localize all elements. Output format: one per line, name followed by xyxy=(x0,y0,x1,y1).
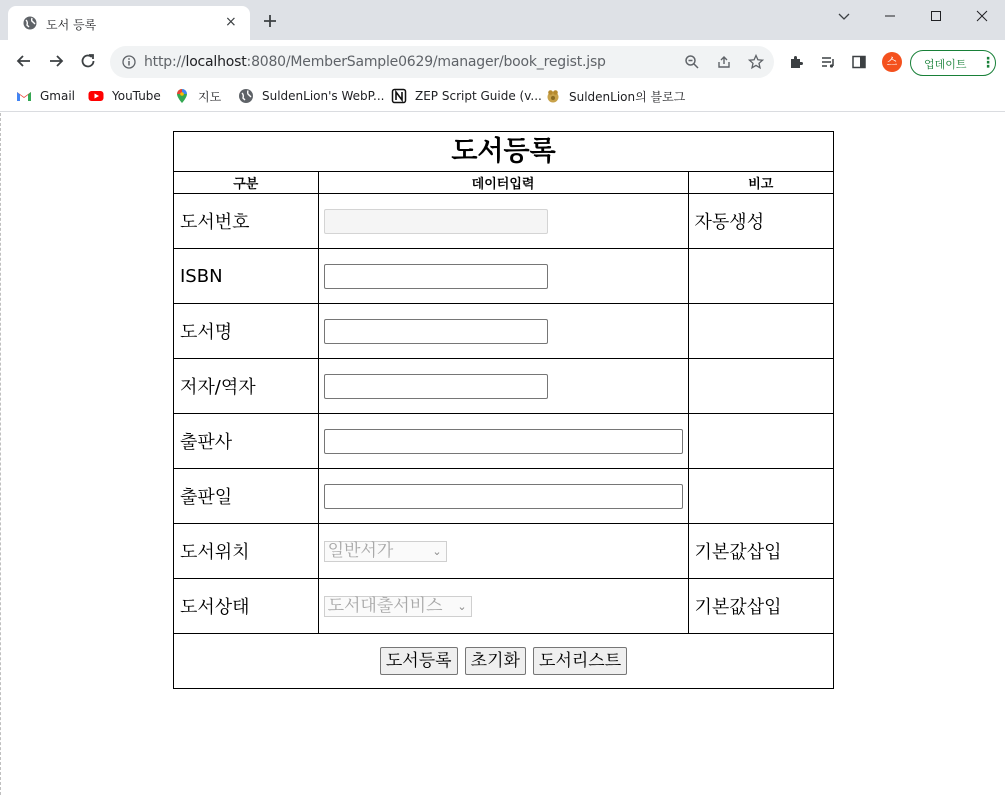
maps-icon xyxy=(174,88,190,104)
author-input[interactable] xyxy=(324,374,548,399)
notion-icon xyxy=(391,88,407,104)
author-label: 저자/역자 xyxy=(174,359,319,414)
book-list-button[interactable]: 도서리스트 xyxy=(533,647,627,675)
book-number-input xyxy=(324,209,548,234)
book-status-select[interactable] xyxy=(324,596,472,617)
close-window-icon[interactable] xyxy=(974,8,990,24)
tab-search-chevron-icon[interactable] xyxy=(836,8,852,24)
zoom-icon[interactable] xyxy=(684,54,700,70)
book-number-cell xyxy=(318,194,688,249)
row-actions xyxy=(174,634,834,689)
bookmark-maps[interactable] xyxy=(174,86,221,106)
book-registration-table xyxy=(173,131,834,689)
isbn-cell xyxy=(318,249,688,304)
extensions-icon[interactable] xyxy=(788,54,804,70)
url-prefix: http:// xyxy=(144,54,186,70)
share-icon[interactable] xyxy=(716,54,732,70)
book-status-selected: 도서대출서비스 xyxy=(327,596,443,616)
bookmark-label: 지도 xyxy=(198,89,222,104)
book-location-selected: 일반서가 xyxy=(327,541,394,561)
gmail-icon xyxy=(16,88,32,104)
minimize-icon[interactable] xyxy=(882,8,898,24)
chevron-down-icon: ⌄ xyxy=(457,600,467,613)
bookmark-suldenlion-blog[interactable] xyxy=(545,86,685,106)
media-queue-icon[interactable] xyxy=(820,54,836,70)
more-menu-icon[interactable]: ⋮ xyxy=(981,55,995,71)
header-data-input: 데이터입력 xyxy=(318,172,688,194)
publisher-note xyxy=(688,414,833,469)
back-icon[interactable] xyxy=(15,52,33,70)
address-bar[interactable] xyxy=(110,46,774,78)
book-location-cell xyxy=(318,524,688,579)
row-book-title xyxy=(174,304,834,359)
book-status-note: 기본값삽입 xyxy=(688,579,833,634)
isbn-label: ISBN xyxy=(174,249,319,304)
publish-date-input[interactable] xyxy=(324,484,683,509)
bookmark-youtube[interactable] xyxy=(88,86,161,106)
chevron-down-icon: ⌄ xyxy=(432,545,442,558)
page-content xyxy=(0,113,1005,795)
isbn-input[interactable] xyxy=(324,264,548,289)
update-button[interactable] xyxy=(910,50,996,76)
new-tab-icon[interactable] xyxy=(262,13,278,29)
tab-close-icon[interactable]: × xyxy=(225,14,237,30)
register-book-button[interactable]: 도서등록 xyxy=(380,647,458,675)
side-panel-icon[interactable] xyxy=(851,54,867,70)
publish-date-note xyxy=(688,469,833,524)
globe-icon xyxy=(23,16,37,30)
tab-title: 도서 등록 xyxy=(46,18,97,32)
row-book-location xyxy=(174,524,834,579)
bookmark-label: SuldenLion's WebP... xyxy=(262,89,385,103)
youtube-icon xyxy=(88,88,104,104)
actions-cell xyxy=(174,634,834,689)
author-note xyxy=(688,359,833,414)
row-book-number xyxy=(174,194,834,249)
row-author xyxy=(174,359,834,414)
profile-avatar[interactable]: 스 xyxy=(882,52,902,72)
form-title: 도서등록 xyxy=(174,132,834,172)
publisher-input[interactable] xyxy=(324,429,683,454)
reload-icon[interactable] xyxy=(79,52,97,70)
globe-icon xyxy=(238,88,254,104)
header-note: 비고 xyxy=(688,172,833,194)
url-host: localhost xyxy=(185,54,247,70)
tab-strip xyxy=(0,0,1005,40)
row-isbn xyxy=(174,249,834,304)
page-left-edge xyxy=(0,113,2,795)
maximize-icon[interactable] xyxy=(928,8,944,24)
book-location-note: 기본값삽입 xyxy=(688,524,833,579)
book-number-note: 자동생성 xyxy=(688,194,833,249)
bookmarks-bar xyxy=(0,82,1005,112)
book-status-label: 도서상태 xyxy=(174,579,319,634)
author-cell xyxy=(318,359,688,414)
publish-date-cell xyxy=(318,469,688,524)
bookmark-label: SuldenLion의 블로그 xyxy=(569,89,686,104)
url-path: :8080/MemberSample0629/manager/book_regist.jsp xyxy=(246,54,606,70)
reset-button[interactable]: 초기화 xyxy=(465,647,526,675)
bookmark-label: YouTube xyxy=(112,89,161,103)
book-title-cell xyxy=(318,304,688,359)
book-title-label: 도서명 xyxy=(174,304,319,359)
blog-icon xyxy=(545,88,561,104)
active-tab[interactable] xyxy=(8,6,250,40)
bookmark-suldenlion-webp[interactable] xyxy=(238,86,384,106)
row-publish-date xyxy=(174,469,834,524)
bookmark-star-icon[interactable] xyxy=(748,54,764,70)
publisher-label: 출판사 xyxy=(174,414,319,469)
publish-date-label: 출판일 xyxy=(174,469,319,524)
row-book-status xyxy=(174,579,834,634)
book-title-input[interactable] xyxy=(324,319,548,344)
isbn-note xyxy=(688,249,833,304)
browser-toolbar xyxy=(0,40,1005,82)
update-button-label: 업데이트 xyxy=(924,58,967,71)
bookmark-gmail[interactable] xyxy=(16,86,75,106)
book-title-note xyxy=(688,304,833,359)
book-status-cell xyxy=(318,579,688,634)
site-info-icon[interactable] xyxy=(122,55,136,69)
bookmark-label: Gmail xyxy=(40,89,76,103)
header-category: 구분 xyxy=(174,172,319,194)
book-location-label: 도서위치 xyxy=(174,524,319,579)
row-publisher xyxy=(174,414,834,469)
forward-icon[interactable] xyxy=(47,52,65,70)
bookmark-zep-script-guide[interactable] xyxy=(391,86,542,106)
url-text xyxy=(144,54,606,70)
publisher-cell xyxy=(318,414,688,469)
book-number-label: 도서번호 xyxy=(174,194,319,249)
book-location-select[interactable] xyxy=(324,541,447,562)
bookmark-label: ZEP Script Guide (v... xyxy=(415,89,542,103)
